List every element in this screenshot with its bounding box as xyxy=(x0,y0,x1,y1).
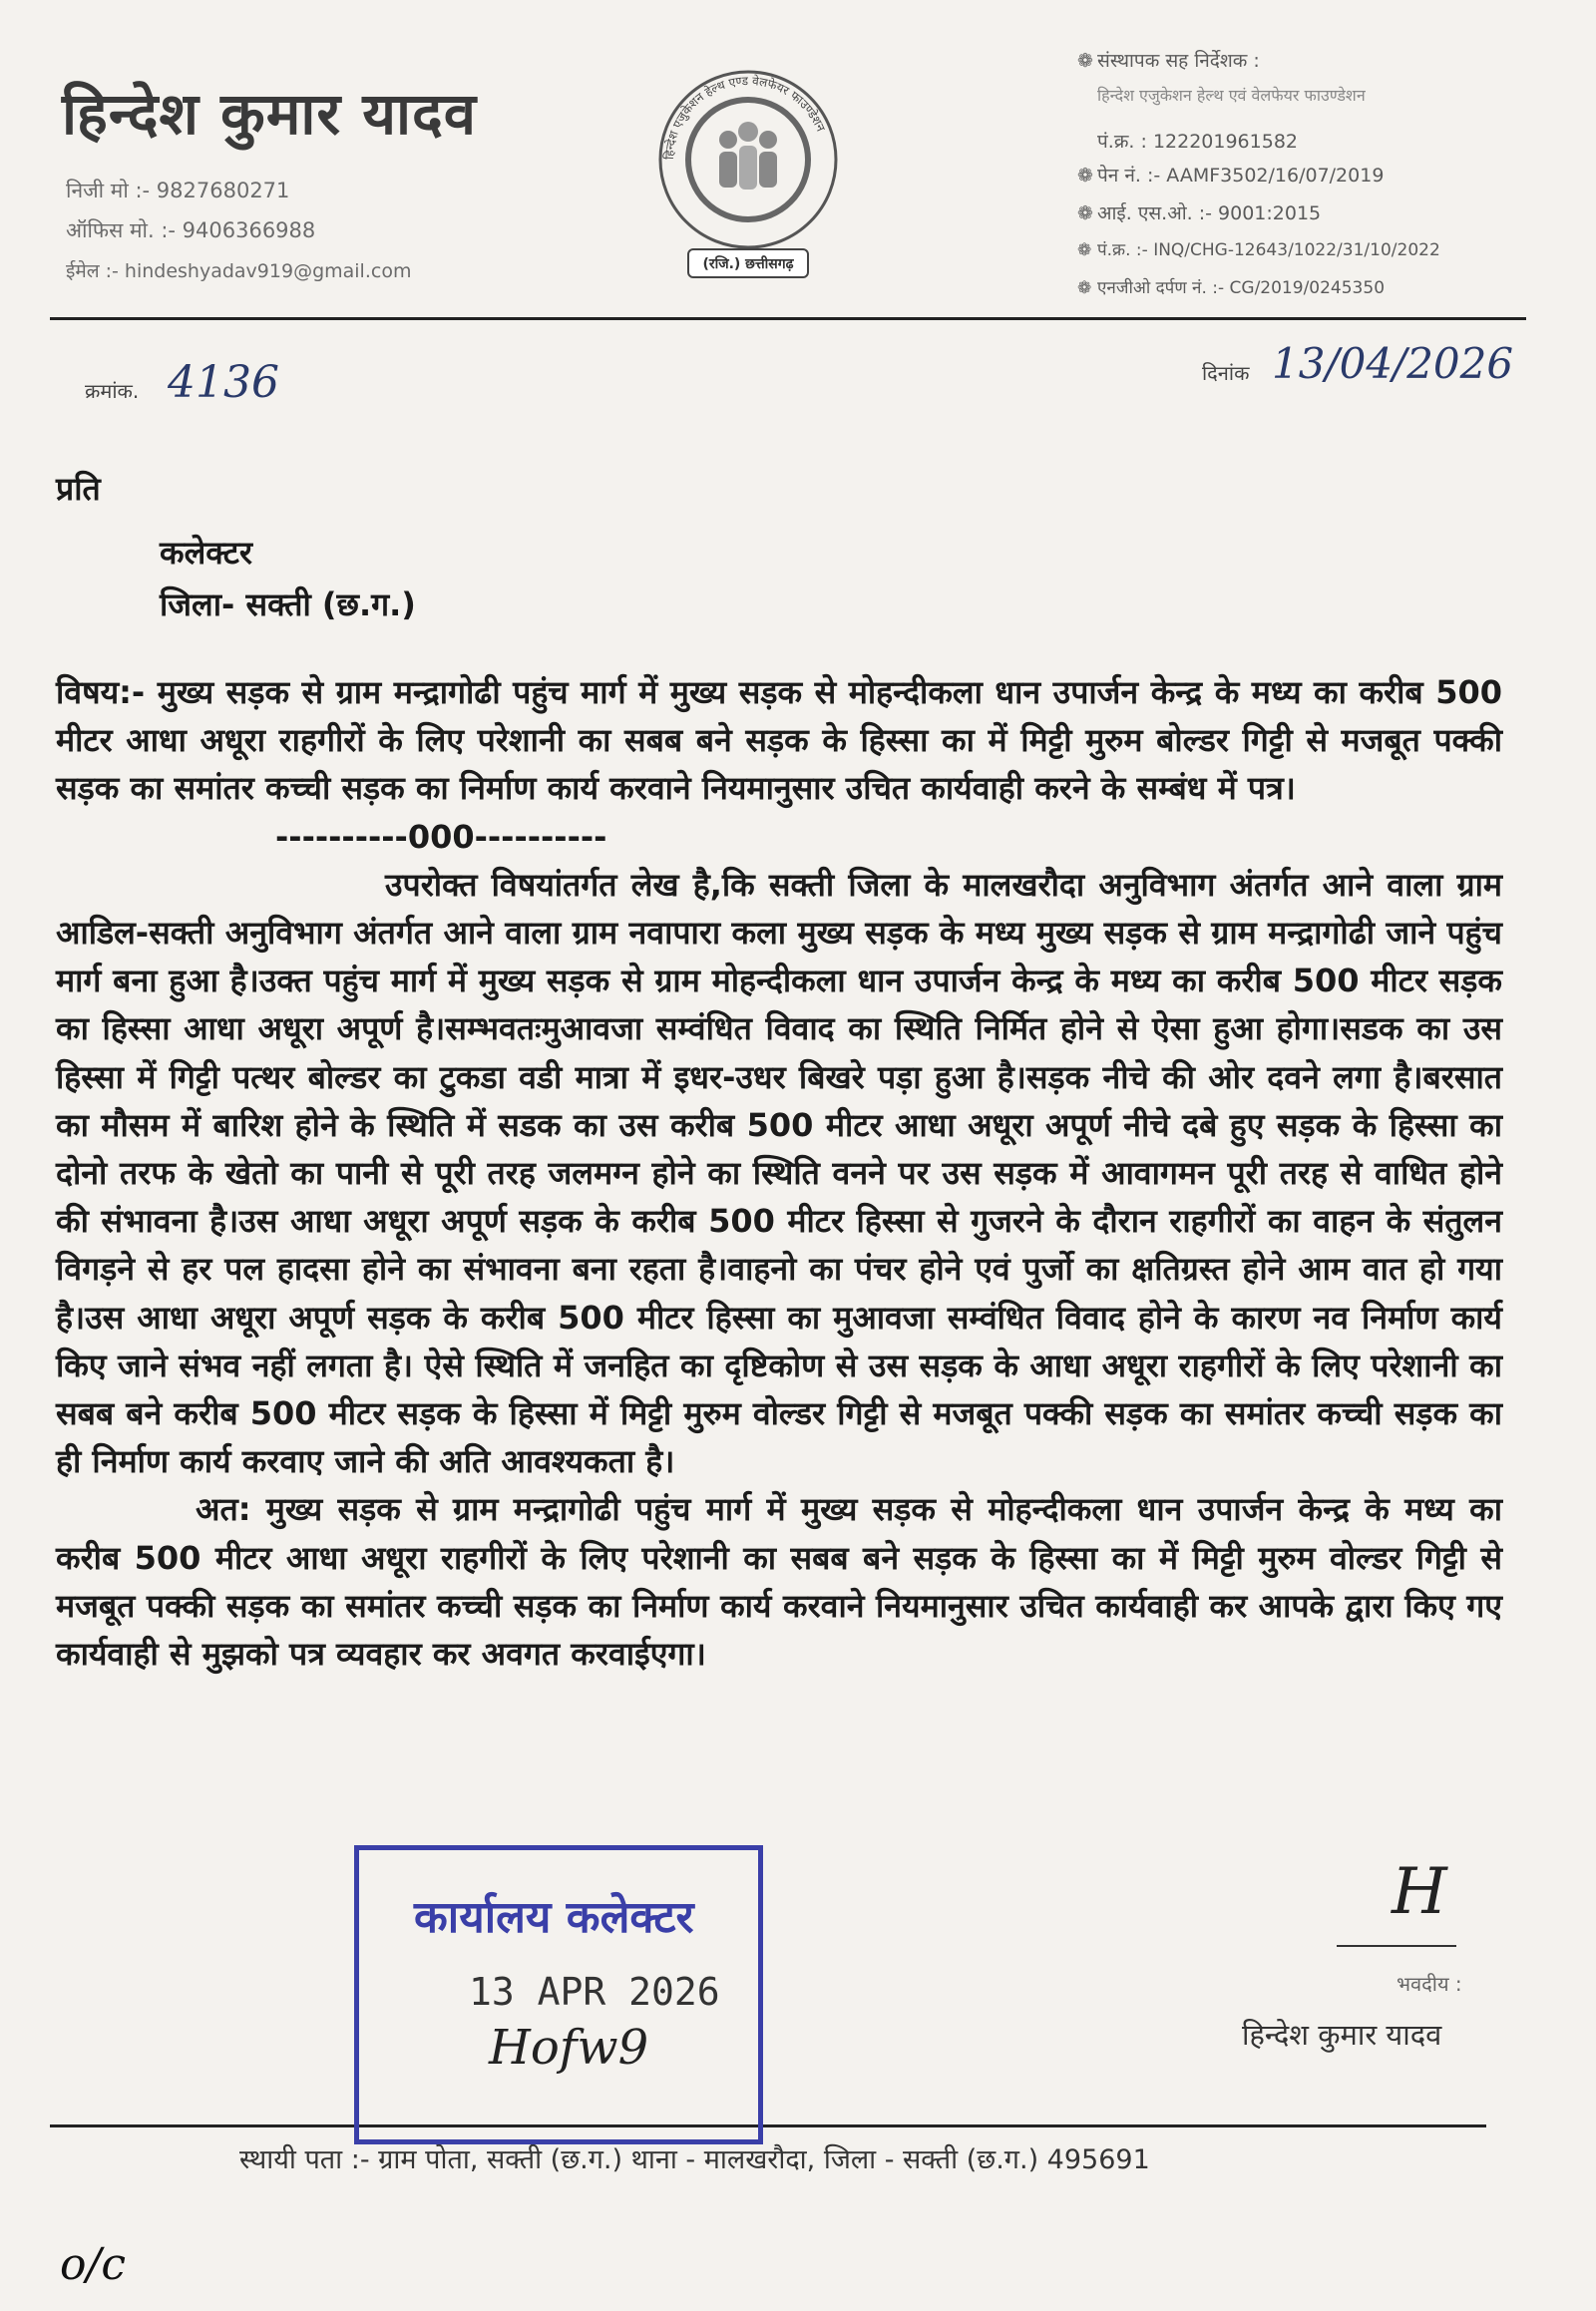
office-stamp xyxy=(354,1845,763,2144)
body-paragraph-1: उपरोक्त विषयांतर्गत लेख है,कि सक्ती जिला के मालखरौदा अनुविभाग अंतर्गत आने वाला ग्राम आडिल-सक्ती अनुविभाग अंतर्गत आने वाला ग्राम नवापारा कला मुख्य सड़क के मध्य मुख्य सड़क से ग्राम मन्द्रागोढी जाने पहुंच मार्ग बना हुआ है।उक्त पहुंच मार्ग में मुख्य सड़क से ग्राम मोहन्दीकला धान उपार्जन केन्द्र के मध्य का करीब 500 मीटर सड़क का हिस्सा आधा अधूरा अपूर्ण है।सम्भवतःमुआवजा सम्वंधित विवाद का स्थिति निर्मित होने से ऐसा हुआ होगा।सडक का उस हिस्सा में गिट्टी पत्थर बोल्डर का टुकडा वडी मात्रा में इधर-उधर बिखरे पड़ा हुआ है।सड़क नीचे की ओर दवने लगा है।बरसात का मौसम में बारिश होने के स्थिति में सडक का उस करीब 500 मीटर आधा अधूरा अपूर्ण नीचे दबे हुए सड़क के हिस्सा का दोनो तरफ के खेतो का पानी से पूरी तरह जलमग्न होने का स्थिति वनने पर उस सड़क में आवागमन पूरी तरह से वाधित होने की संभावना है।उस आधा अधूरा अपूर्ण सड़क के करीब 500 मीटर हिस्सा से गुजरने के दौरान राहगीरों का वाहन के संतुलन विगड़ने से हर पल हादसा होने का संभावना बना रहता है।वाहनो का पंचर होने एवं पुर्जो का क्षतिग्रस्त होने आम वात हो गया है।उस आधा अधूरा अपूर्ण सड़क के करीब 500 मीटर हिस्सा का मुआवजा सम्वंधित विवाद होने के कारण नव निर्माण कार्य किए जाने संभव नहीं लगता है। ऐसे स्थिति में जनहित का दृष्टिकोण से उस सड़क के आधा अधूरा राहगीरों के लिए परेशानी का सबब बने करीब 500 मीटर सड़क के हिस्सा में मिट्टी मुरुम वोल्डर गिट्टी से मजबूत पक्की सड़क का समांतर कच्ची सड़क का ही निर्माण कार्य करवाए जाने की अति आवश्यकता है। xyxy=(56,865,1502,1481)
permanent-address: स्थायी पता :- ग्राम पोता, सक्ती (छ.ग.) थाना - मालखरौदा, जिला - सक्ती (छ.ग.) 495691 xyxy=(239,2144,1150,2175)
stamp-date: 13 APR 2026 xyxy=(469,1970,720,2014)
stamp-title: कार्यालय कलेक्टर xyxy=(414,1892,694,1943)
cg-registration: ❁ पं.क्र. :- INQ/CHG-12643/1022/31/10/2022 xyxy=(1077,240,1440,260)
subject: विषय:- मुख्य सड़क से ग्राम मन्द्रागोढी पहुंच मार्ग में मुख्य सड़क से मोहन्दीकला धान उपार्जन केन्द्र के मध्य का करीब 500 मीटर आधा अधूरा राहगीरों के लिए परेशानी का सबब बने सड़क के हिस्सा का में मिट्टी मुरुम बोल्डर गिट्टी से मजबूत पक्की सड़क का समांतर कच्ची सड़क का निर्माण कार्य करवाने नियमानुसार उचित कार्यवाही करने के सम्बंध में पत्र। xyxy=(56,673,1502,808)
mobile-number: निजी मो :- 9827680271 xyxy=(66,179,290,202)
recipient-district: जिला- सक्ती (छ.ग.) xyxy=(160,585,416,623)
office-number: ऑफिस मो. :- 9406366988 xyxy=(66,218,316,242)
signature-initial: H xyxy=(1392,1855,1447,1929)
signatory-name: हिन्देश कुमार यादव xyxy=(1242,2018,1442,2052)
ref-label: क्रमांक. xyxy=(85,379,140,403)
registration-number: पं.क्र. : 122201961582 xyxy=(1097,131,1299,153)
ngo-darpan: ❁ एनजीओ दर्पण नं. :- CG/2019/0245350 xyxy=(1077,278,1386,298)
prati-label: प्रति xyxy=(56,470,101,508)
email: ईमेल :- hindeshyadav919@gmail.com xyxy=(66,260,412,282)
signature-line xyxy=(1337,1945,1456,1947)
recipient: कलेक्टर xyxy=(160,534,252,572)
header-divider xyxy=(50,317,1526,320)
foundation-logo xyxy=(653,60,843,289)
iso-number: ❁ आई. एस.ओ. :- 9001:2015 xyxy=(1077,202,1322,224)
logo-arc-text: हिन्देश एजुकेशन हेल्थ एण्ड वेलफेयर फाउण्डेशन xyxy=(661,73,828,161)
org-heading: ❁ संस्थापक सह निर्देशक : xyxy=(1077,50,1260,72)
footer-divider xyxy=(50,2124,1486,2127)
logo-registration-text: (रजि.) छत्तीसगढ़ xyxy=(702,256,794,272)
ref-number: 4136 xyxy=(168,357,279,408)
bottom-note: o/c xyxy=(60,2239,126,2290)
signature-label: भवदीय : xyxy=(1396,1972,1462,1996)
date-label: दिनांक xyxy=(1202,361,1250,385)
org-name: हिन्देश एजुकेशन हेल्थ एवं वेलफेयर फाउण्डेशन xyxy=(1097,86,1366,105)
separator: ----------000---------- xyxy=(275,817,607,856)
sender-name: हिन्देश कुमार यादव xyxy=(62,80,478,148)
letter-body xyxy=(56,668,1502,1678)
stamp-scribble: Hofw9 xyxy=(489,2020,649,2076)
date-value: 13/04/2026 xyxy=(1272,339,1514,388)
body-paragraph-2: अत: मुख्य सड़क से ग्राम मन्द्रागोढी पहुंच मार्ग में मुख्य सड़क से मोहन्दीकला धान उपार्जन केन्द्र के मध्य का करीब 500 मीटर आधा अधूरा राहगीरों के लिए परेशानी का सबब बने सड़क के हिस्सा का में मिट्टी मुरुम वोल्डर गिट्टी से मजबूत पक्की सड़क का समांतर कच्ची सड़क का निर्माण कार्य करवाने नियमानुसार उचित कार्यवाही कर आपके द्वारा किए गए कार्यवाही से मुझको पत्र व्यवहार कर अवगत करवाईएगा। xyxy=(56,1490,1502,1674)
pan-number: ❁ पेन नं. :- AAMF3502/16/07/2019 xyxy=(1077,165,1385,187)
